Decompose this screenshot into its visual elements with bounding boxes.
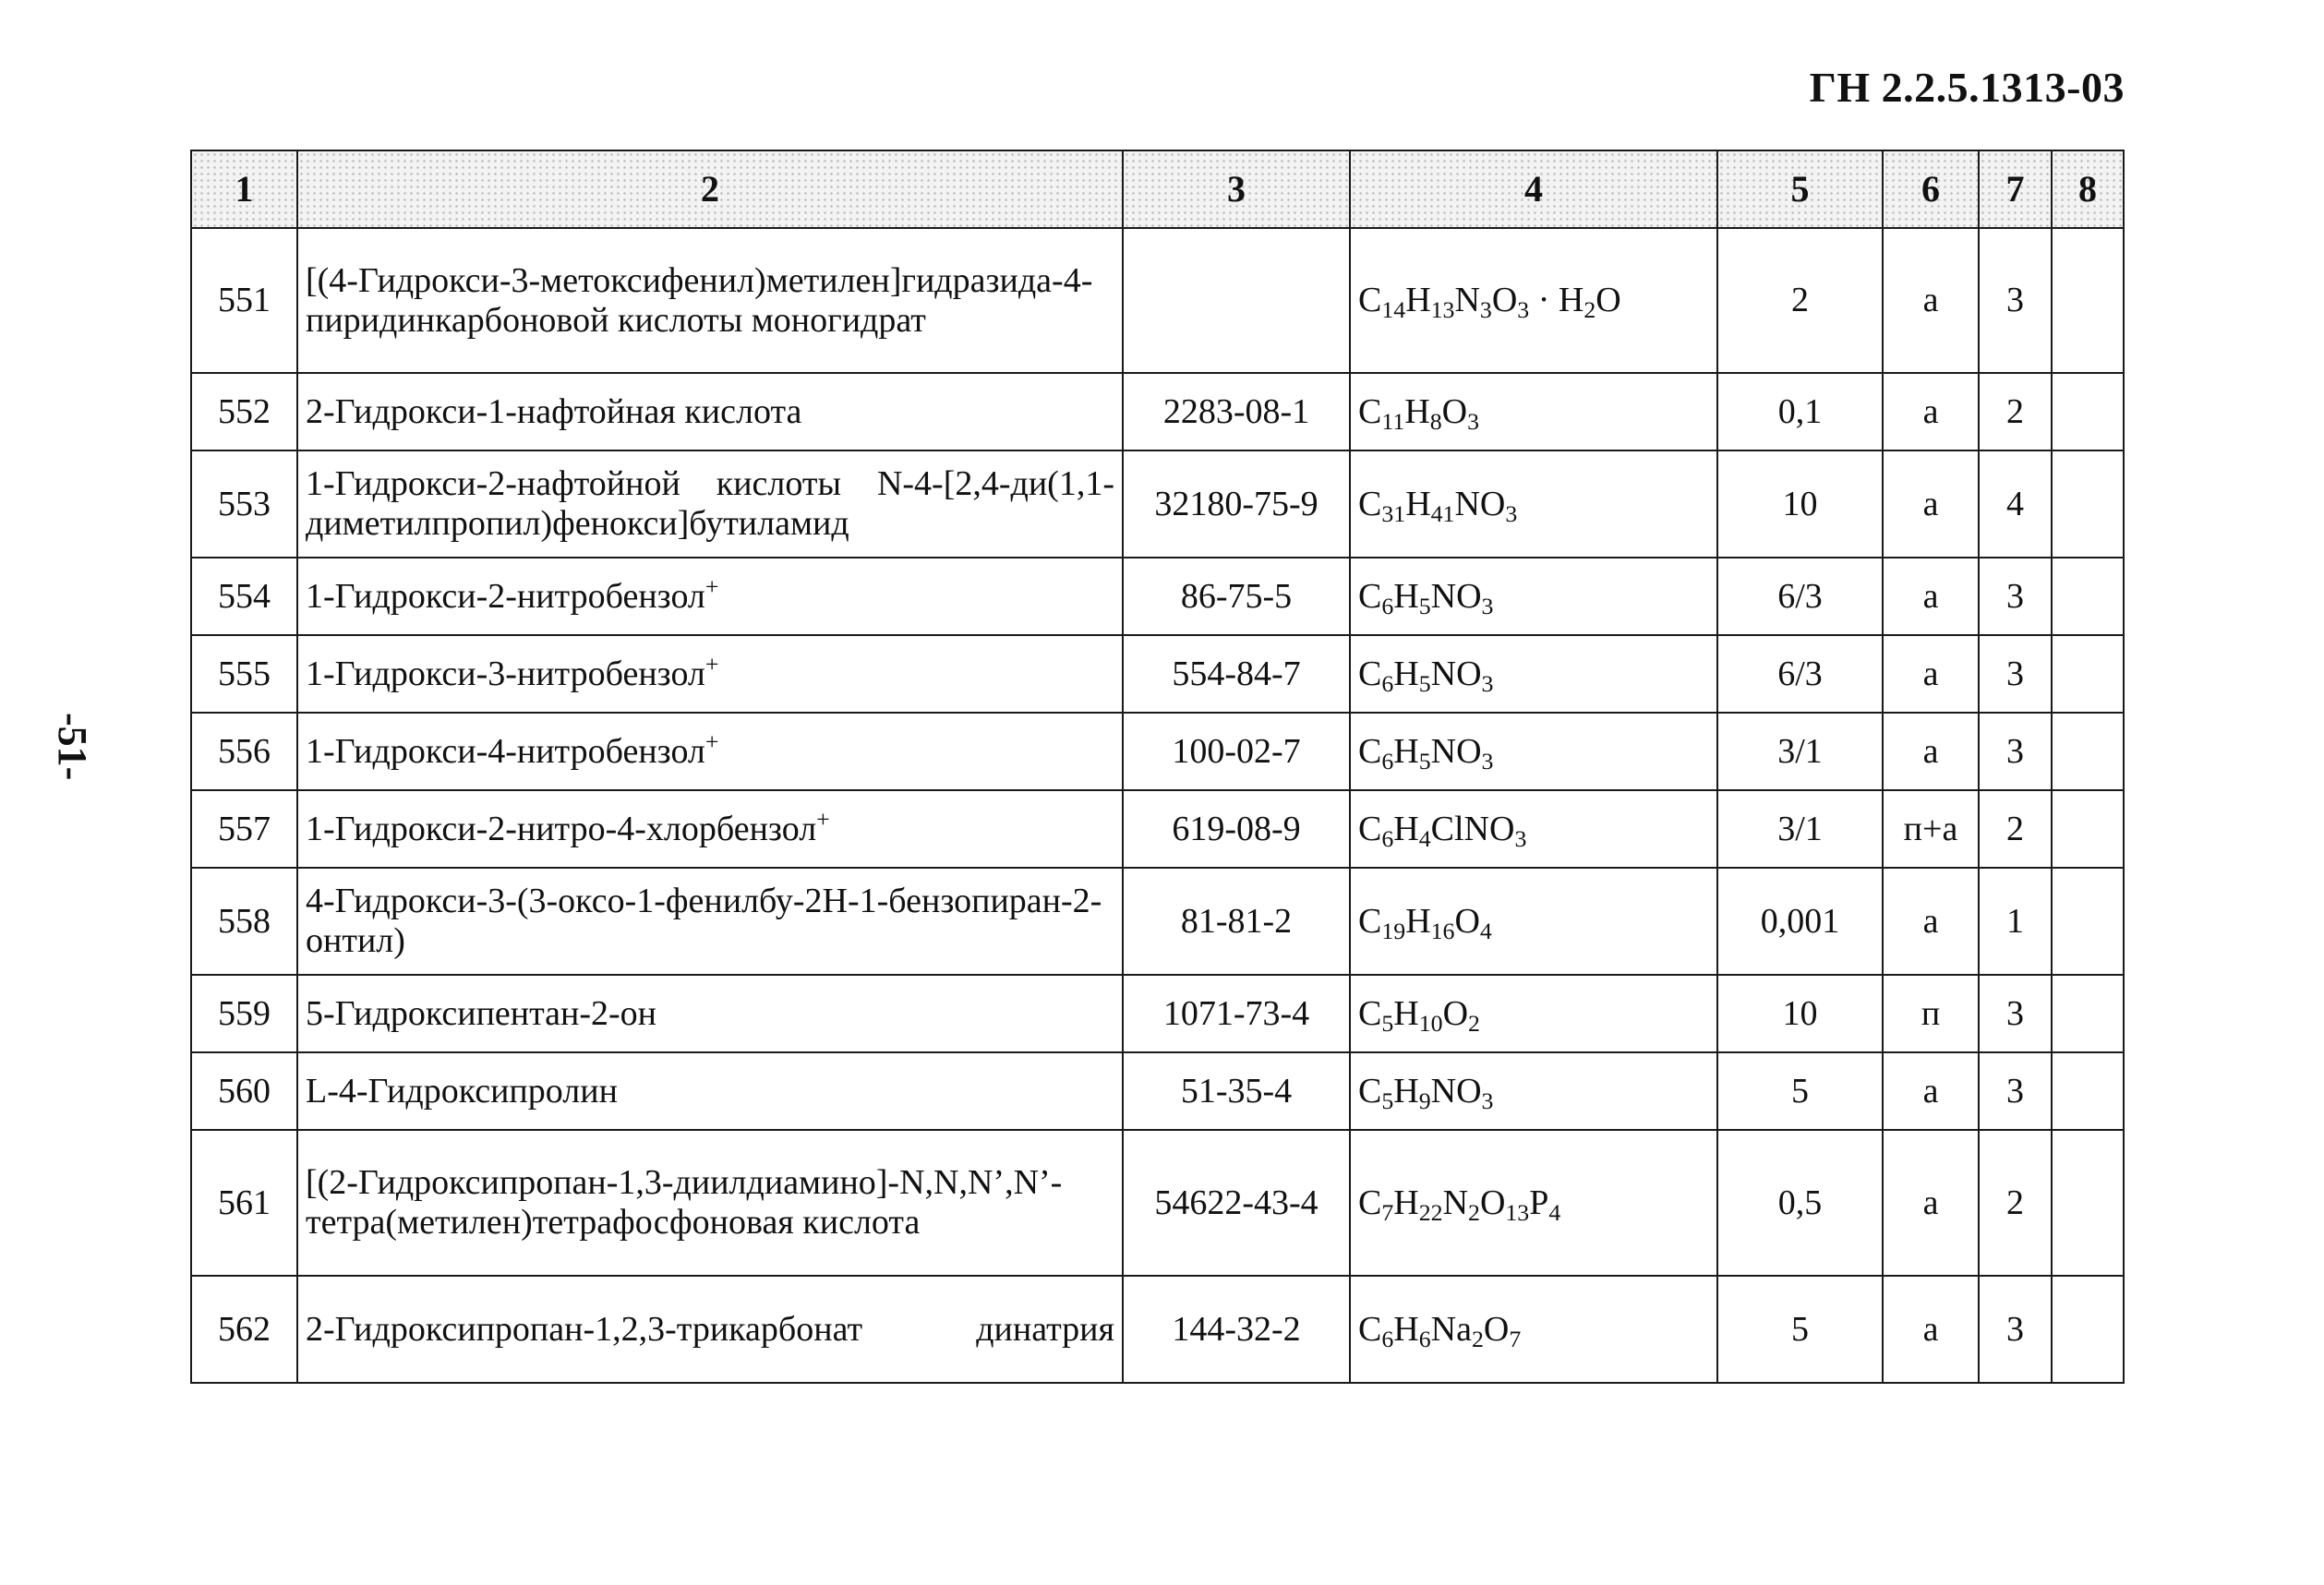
empty-cell: [2052, 228, 2124, 373]
row-number: 558: [191, 868, 297, 975]
chemical-formula: $C_{14}H_{13}N_3O_3 \cdot H_2O$: [1350, 228, 1717, 373]
row-number: 562: [191, 1276, 297, 1383]
column-header: 4: [1350, 150, 1717, 228]
hazard-class: 2: [1979, 790, 2052, 868]
hazard-class: 3: [1979, 228, 2052, 373]
table-row: [191, 1052, 2124, 1130]
substance-name: 4-Гидрокси-3-(3-оксо-1-фенилбу-2Н-1-бензопиран-2-онтил): [297, 868, 1123, 975]
cas-number: 554-84-7: [1123, 635, 1350, 713]
row-number: 561: [191, 1130, 297, 1276]
hazard-class: 2: [1979, 373, 2052, 450]
exposure-limit: 6/3: [1717, 558, 1883, 635]
column-header: 3: [1123, 150, 1350, 228]
column-header: 5: [1717, 150, 1883, 228]
exposure-limit: 0,5: [1717, 1130, 1883, 1276]
exposure-limit: 0,1: [1717, 373, 1883, 450]
hazard-class: 2: [1979, 1130, 2052, 1276]
substance-name: 1-Гидрокси-2-нитробензол+: [297, 558, 1123, 635]
cas-number: 86-75-5: [1123, 558, 1350, 635]
cas-number: 32180-75-9: [1123, 450, 1350, 558]
hazard-class: 3: [1979, 713, 2052, 790]
table-row: [191, 1276, 2124, 1383]
cas-number: 54622-43-4: [1123, 1130, 1350, 1276]
table-row: [191, 868, 2124, 975]
chemical-formula: $C_5H_{10}O_2$: [1350, 975, 1717, 1052]
aggregate-state: а: [1883, 373, 1979, 450]
chemical-formula: $C_5H_9NO_3$: [1350, 1052, 1717, 1130]
substance-name: [(4-Гидрокси-3-метоксифенил)метилен]гидразида-4-пиридинкарбоновой кислоты моногидрат: [297, 228, 1123, 373]
page-number: -51-: [50, 713, 95, 781]
table-row: [191, 635, 2124, 713]
table-row: [191, 450, 2124, 558]
chemical-formula: $C_7H_{22}N_2O_{13}P_4$: [1350, 1130, 1717, 1276]
row-number: 556: [191, 713, 297, 790]
table-row: [191, 558, 2124, 635]
table-row: [191, 975, 2124, 1052]
document-code: ГН 2.2.5.1313-03: [1809, 64, 2125, 111]
hazard-class: 3: [1979, 558, 2052, 635]
chemical-formula: $C_6H_4ClNO_3$: [1350, 790, 1717, 868]
exposure-limit: 5: [1717, 1276, 1883, 1383]
cas-number: 1071-73-4: [1123, 975, 1350, 1052]
aggregate-state: а: [1883, 868, 1979, 975]
empty-cell: [2052, 558, 2124, 635]
aggregate-state: а: [1883, 1276, 1979, 1383]
empty-cell: [2052, 790, 2124, 868]
hazard-class: 3: [1979, 635, 2052, 713]
chemical-formula: $C_{31}H_{41}NO_3$: [1350, 450, 1717, 558]
cas-number: 144-32-2: [1123, 1276, 1350, 1383]
empty-cell: [2052, 373, 2124, 450]
exposure-limit: 3/1: [1717, 790, 1883, 868]
chemical-formula: $C_6H_6Na_2O_7$: [1350, 1276, 1717, 1383]
hazard-class: 1: [1979, 868, 2052, 975]
empty-cell: [2052, 450, 2124, 558]
aggregate-state: п+а: [1883, 790, 1979, 868]
cas-number: 51-35-4: [1123, 1052, 1350, 1130]
substance-name: 2-Гидроксипропан-1,2,3-трикарбонат динатрия: [297, 1276, 1123, 1383]
table-row: [191, 790, 2124, 868]
header-row: [191, 150, 2124, 228]
aggregate-state: а: [1883, 713, 1979, 790]
row-number: 557: [191, 790, 297, 868]
row-number: 559: [191, 975, 297, 1052]
row-number: 555: [191, 635, 297, 713]
row-number: 554: [191, 558, 297, 635]
empty-cell: [2052, 868, 2124, 975]
substance-name: L-4-Гидроксипролин: [297, 1052, 1123, 1130]
aggregate-state: а: [1883, 635, 1979, 713]
table-row: [191, 373, 2124, 450]
exposure-limit: 6/3: [1717, 635, 1883, 713]
empty-cell: [2052, 1276, 2124, 1383]
chemical-formula: $C_6H_5NO_3$: [1350, 635, 1717, 713]
hazard-class: 3: [1979, 1052, 2052, 1130]
hazard-class: 4: [1979, 450, 2052, 558]
empty-cell: [2052, 1052, 2124, 1130]
column-header: 7: [1979, 150, 2052, 228]
aggregate-state: п: [1883, 975, 1979, 1052]
aggregate-state: а: [1883, 1052, 1979, 1130]
substance-name: 5-Гидроксипентан-2-он: [297, 975, 1123, 1052]
substance-name: 1-Гидрокси-2-нафтойной кислоты N-4-[2,4-ди(1,1-диметилпропил)фенокси]бутиламид: [297, 450, 1123, 558]
empty-cell: [2052, 635, 2124, 713]
substance-name: 2-Гидрокси-1-нафтойная кислота: [297, 373, 1123, 450]
substance-name: [(2-Гидроксипропан-1,3-диилдиамино]-N,N,N’,N’-тетра(метилен)тетрафосфоновая кислота: [297, 1130, 1123, 1276]
cas-number: 81-81-2: [1123, 868, 1350, 975]
chemical-formula: $C_6H_5NO_3$: [1350, 558, 1717, 635]
empty-cell: [2052, 1130, 2124, 1276]
row-number: 560: [191, 1052, 297, 1130]
column-header: 6: [1883, 150, 1979, 228]
cas-number: 2283-08-1: [1123, 373, 1350, 450]
exposure-limit: 0,001: [1717, 868, 1883, 975]
exposure-limit: 3/1: [1717, 713, 1883, 790]
aggregate-state: а: [1883, 450, 1979, 558]
row-number: 552: [191, 373, 297, 450]
substances-table: [190, 150, 2125, 1384]
hazard-class: 3: [1979, 1276, 2052, 1383]
column-header: 2: [297, 150, 1123, 228]
chemical-formula: $C_6H_5NO_3$: [1350, 713, 1717, 790]
substance-name: 1-Гидрокси-2-нитро-4-хлорбензол+: [297, 790, 1123, 868]
exposure-limit: 10: [1717, 975, 1883, 1052]
table-row: [191, 1130, 2124, 1276]
aggregate-state: а: [1883, 558, 1979, 635]
chemical-formula: $C_{19}H_{16}O_4$: [1350, 868, 1717, 975]
column-header: 8: [2052, 150, 2124, 228]
table-row: [191, 713, 2124, 790]
cas-number: 619-08-9: [1123, 790, 1350, 868]
exposure-limit: 10: [1717, 450, 1883, 558]
empty-cell: [2052, 713, 2124, 790]
aggregate-state: а: [1883, 1130, 1979, 1276]
column-header: 1: [191, 150, 297, 228]
exposure-limit: 5: [1717, 1052, 1883, 1130]
cas-number: 100-02-7: [1123, 713, 1350, 790]
exposure-limit: 2: [1717, 228, 1883, 373]
empty-cell: [2052, 975, 2124, 1052]
row-number: 553: [191, 450, 297, 558]
cas-number: [1123, 228, 1350, 373]
table-row: [191, 228, 2124, 373]
row-number: 551: [191, 228, 297, 373]
substance-name: 1-Гидрокси-3-нитробензол+: [297, 635, 1123, 713]
chemical-formula: $C_{11}H_8O_3$: [1350, 373, 1717, 450]
substance-name: 1-Гидрокси-4-нитробензол+: [297, 713, 1123, 790]
aggregate-state: а: [1883, 228, 1979, 373]
hazard-class: 3: [1979, 975, 2052, 1052]
